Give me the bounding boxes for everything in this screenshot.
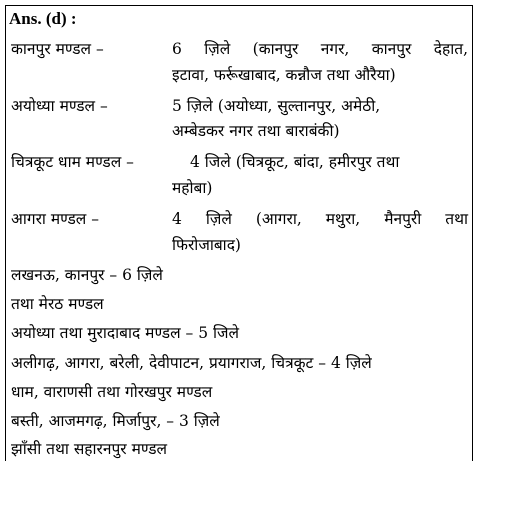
district-count: 4 जिले (चित्रकूट, बांदा, हमीरपुर तथा [190,153,400,171]
group-line: अलीगढ़, आगरा, बरेली, देवीपाटन, प्रयागराज, चित्रकूट – 4 ज़िले [11,354,372,372]
group-line: धाम, वाराणसी तथा गोरखपुर मण्डल [11,383,213,401]
group-line: झाँसी तथा सहारनपुर मण्डल [11,440,168,458]
group-line: बस्ती, आजमगढ़, मिर्जापुर, – 3 ज़िले [11,412,220,430]
division-name: कानपुर मण्डल – [11,40,104,58]
group-line: अयोध्या तथा मुरादाबाद मण्डल – 5 जिले [11,324,240,342]
district-list: फिरोजाबाद) [172,236,241,254]
district-list: इटावा, फर्रूखाबाद, कन्नौज तथा औरैया) [172,66,396,84]
district-count: 4 ज़िले (आगरा, मथुरा, मैनपुरी तथा [172,210,468,228]
district-count: 5 ज़िले (अयोध्या, सुल्तानपुर, अमेठी, [172,97,381,115]
district-list: अम्बेडकर नगर तथा बाराबंकी) [172,122,340,140]
district-count: 6 ज़िले (कानपुर नगर, कानपुर देहात, [172,40,468,58]
answer-label: Ans. (d) : [9,9,77,28]
division-name: आगरा मण्डल – [11,210,99,228]
group-line: तथा मेरठ मण्डल [11,295,104,313]
division-name: चित्रकूट धाम मण्डल – [11,153,134,171]
division-name: अयोध्या मण्डल – [11,97,108,115]
district-list: महोबा) [172,179,213,197]
group-line: लखनऊ, कानपुर – 6 ज़िले [11,266,163,284]
